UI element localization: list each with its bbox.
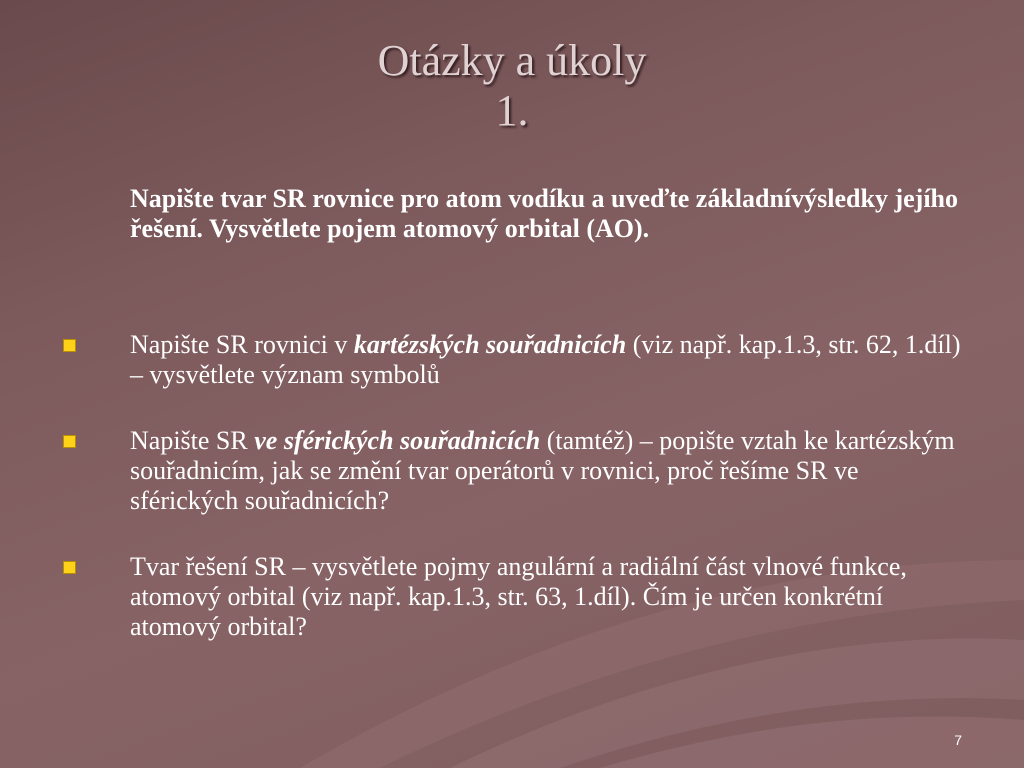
bullet-text-3: Tvar řešení SR – vysvětlete pojmy angulární a radiální část vlnové funkce, atomový orbital (viz např. kap.1.3, str. 63, 1.díl). Čím je určen konkrétní atomový orbital? (130, 552, 907, 641)
page-number: 7 (954, 732, 962, 748)
slide-title-line-2: 1. (495, 86, 529, 135)
bullet-text-2-emphasis: ve sférických souřadnicích (254, 426, 541, 455)
intro-paragraph: Napište tvar SR rovnice pro atom vodíku a uveďte základnívýsledky jejího řešení. Vysvětlete pojem atomový orbital (AO). (130, 184, 959, 243)
bullet-text-2-end: (tamtéž) – popište vztah ke kartézským souřadnicím, jak se změní tvar operátorů v rovnici, proč řešíme SR ve sférických souřadnicích? (130, 426, 955, 515)
square-bullet-icon (63, 339, 76, 352)
slide-title-line-1: Otázky a úkoly (377, 36, 647, 85)
bullet-item-3 (60, 552, 970, 642)
bullet-item-1 (60, 330, 970, 390)
slide-title (0, 36, 1024, 136)
square-bullet-icon (63, 561, 76, 574)
bullet-text-1-end: (viz např. kap.1.3, str. 62, 1.díl) – vysvětlete význam symbolů (130, 330, 961, 389)
square-bullet-icon (63, 435, 76, 448)
bullet-item-2 (60, 426, 970, 516)
bullet-text-1-emphasis: kartézských souřadnicích (353, 330, 627, 359)
bullet-text-1-start: Napište SR rovnici v (130, 330, 354, 359)
bullet-list (60, 330, 970, 678)
bullet-text-2-start: Napište SR (130, 426, 255, 455)
